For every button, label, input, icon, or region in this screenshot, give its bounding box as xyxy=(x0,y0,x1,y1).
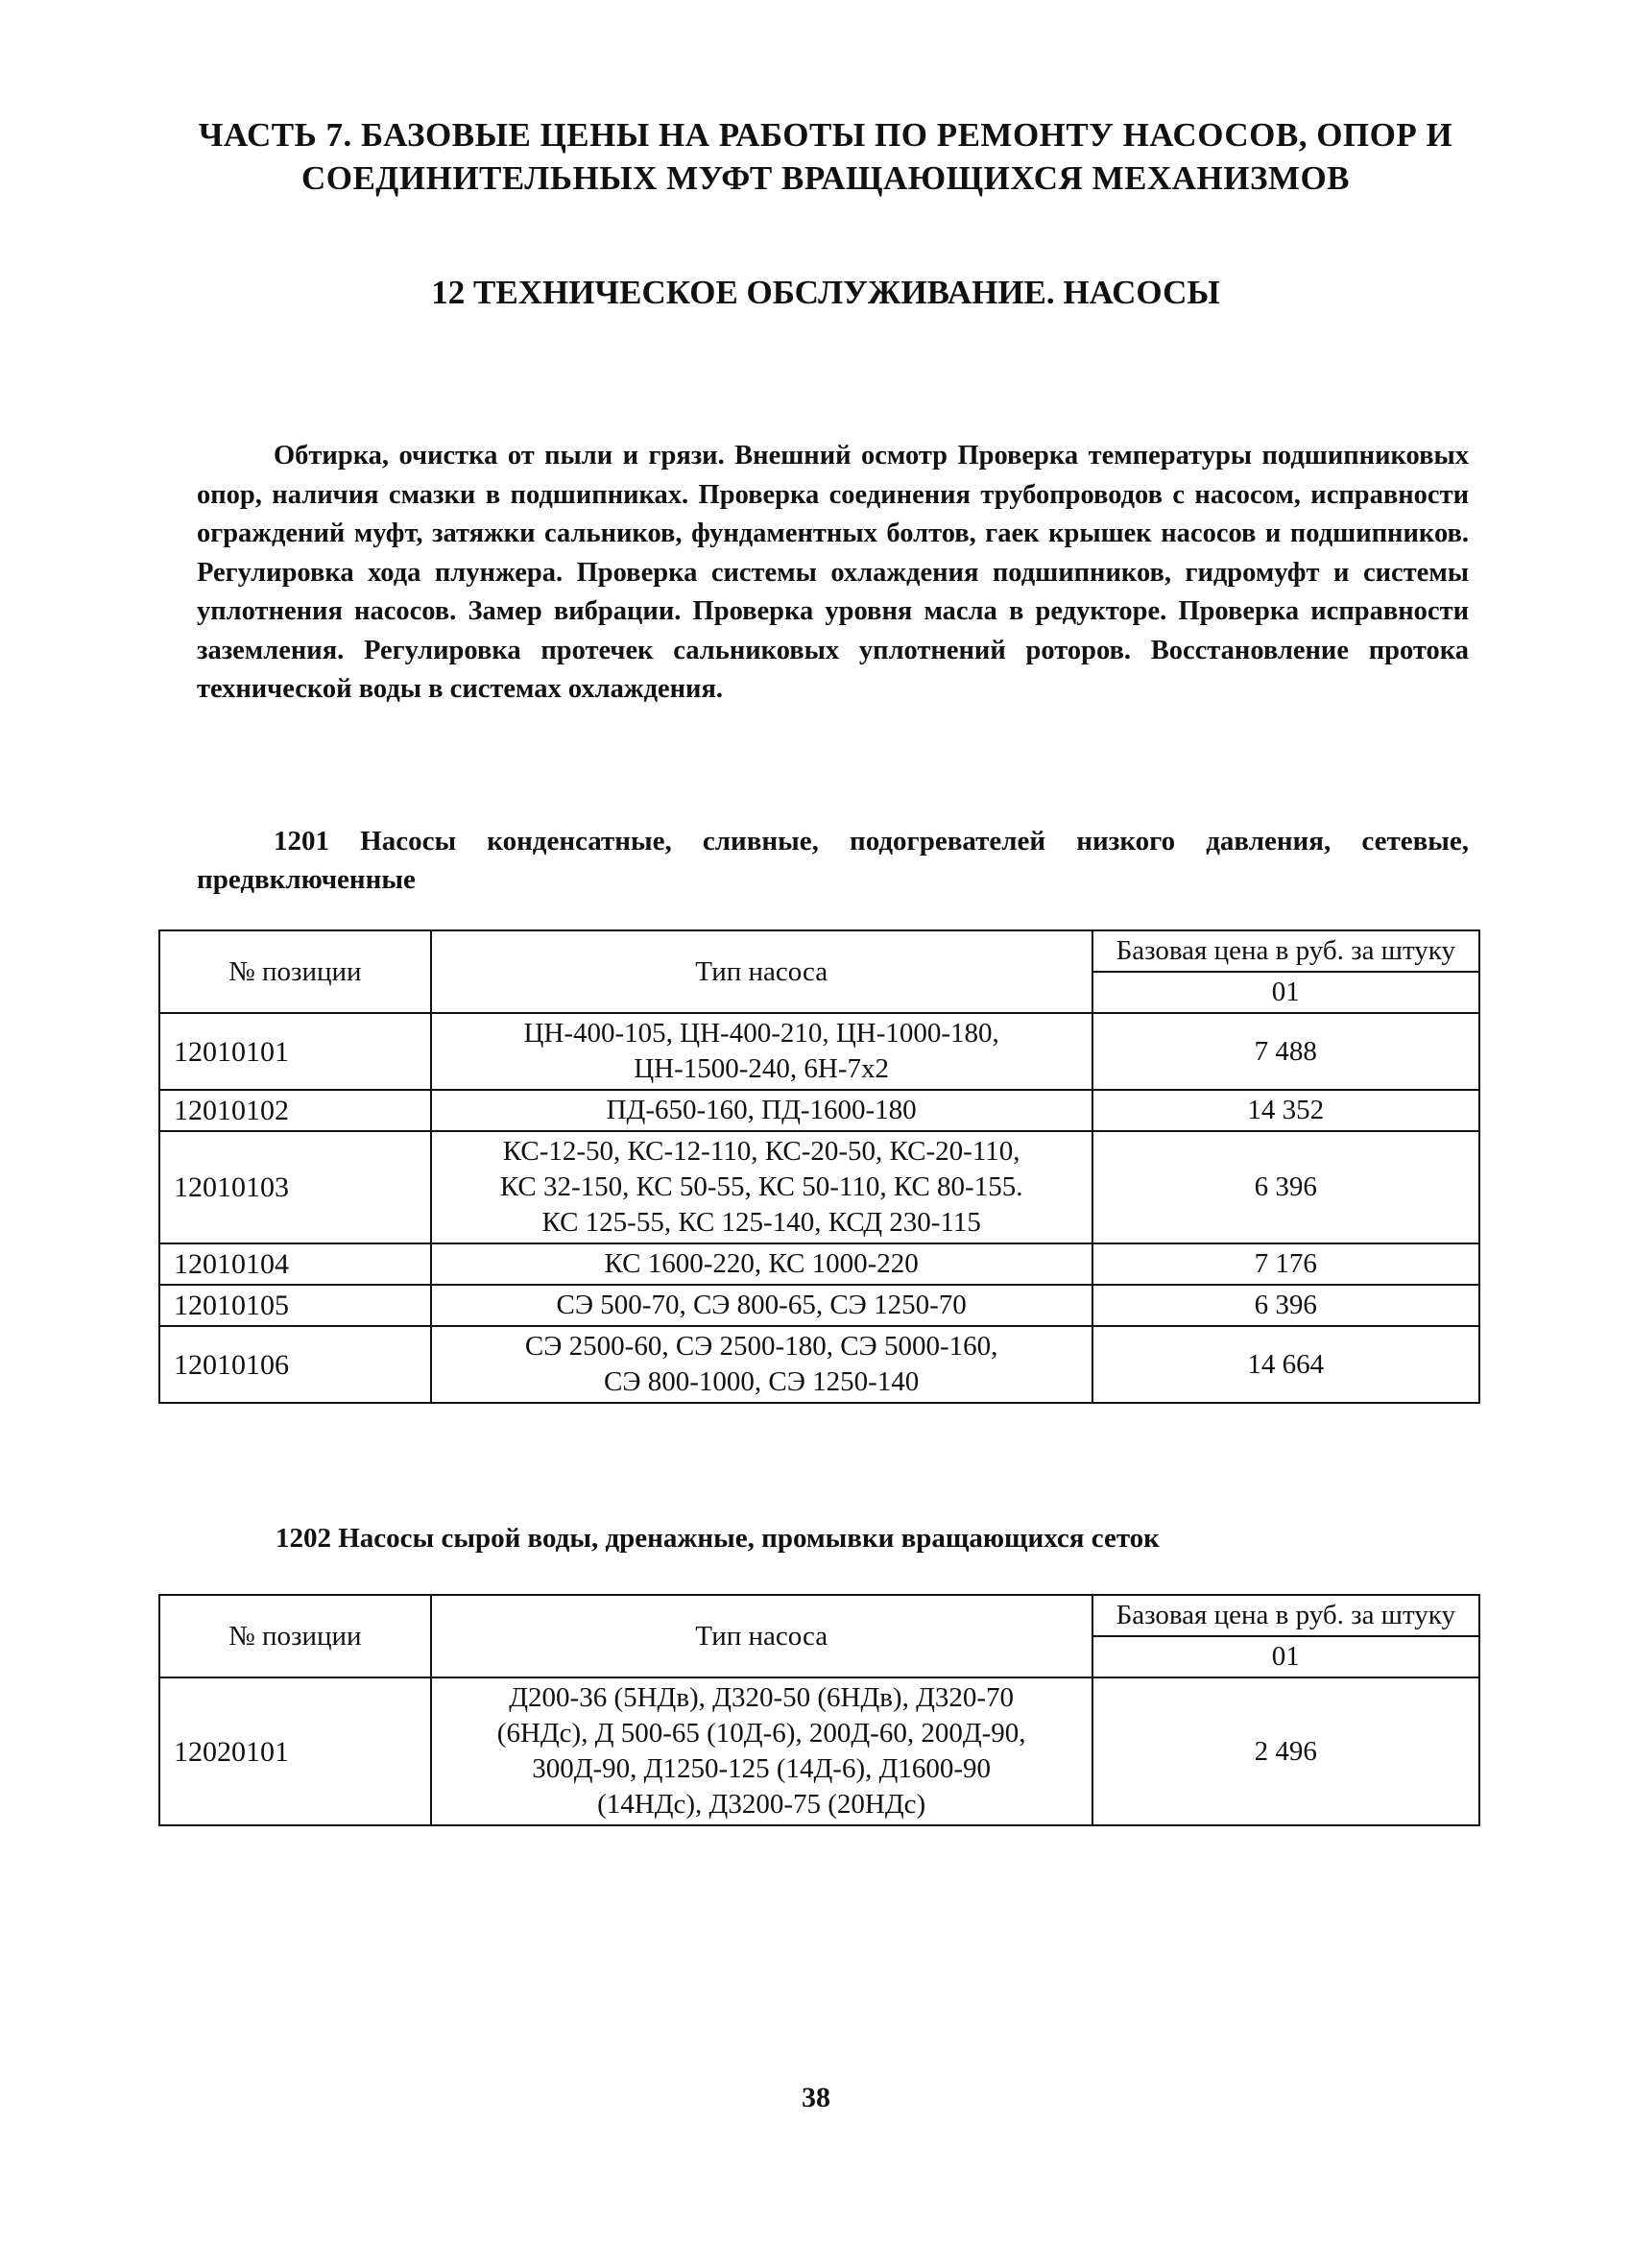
table-row xyxy=(159,1677,1479,1825)
type-line: Д200-36 (5НДв), Д320-50 (6НДв), Д320-70 xyxy=(509,1682,1015,1713)
table2 xyxy=(158,1594,1480,1826)
table1-row-4-code: 12010104 xyxy=(159,1243,431,1285)
part-title-line-2: СОЕДИНИТЕЛЬНЫХ МУФТ ВРАЩАЮЩИХСЯ МЕХАНИЗМОВ xyxy=(300,159,1351,197)
type-line: ПД-650-160, ПД-1600-180 xyxy=(606,1095,917,1125)
table1-header-price-col: 01 xyxy=(1092,972,1479,1013)
section-title: 12 ТЕХНИЧЕСКОЕ ОБСЛУЖИВАНИЕ. НАСОСЫ xyxy=(431,274,1220,311)
type-line: КС 125-55, КС 125-140, КСД 230-115 xyxy=(541,1207,981,1238)
table1-row-2-code: 12010102 xyxy=(159,1090,431,1131)
table1-row-1-code: 12010101 xyxy=(159,1013,431,1090)
table1-row-6-price: 14 664 xyxy=(1092,1326,1479,1403)
table1-row-5-code: 12010105 xyxy=(159,1285,431,1326)
table-row xyxy=(159,1285,1479,1326)
table-row xyxy=(159,1243,1479,1285)
part-title-line-1: ЧАСТЬ 7. БАЗОВЫЕ ЦЕНЫ НА РАБОТЫ ПО РЕМОНТУ НАСОСОВ, ОПОР И xyxy=(198,116,1453,154)
type-line: ЦН-400-105, ЦН-400-210, ЦН-1000-180, xyxy=(523,1018,999,1049)
table2-header-price-col: 01 xyxy=(1092,1636,1479,1677)
type-line: 300Д-90, Д1250-125 (14Д-6), Д1600-90 xyxy=(532,1753,992,1784)
table2-row-1-type xyxy=(431,1677,1092,1825)
table1-row-2-price: 14 352 xyxy=(1092,1090,1479,1131)
type-line: ЦН-1500-240, 6Н-7х2 xyxy=(634,1053,890,1084)
type-line: СЭ 800-1000, СЭ 1250-140 xyxy=(603,1366,920,1397)
part-title xyxy=(154,113,1498,200)
page-number: 38 xyxy=(802,2082,830,2113)
table1-row-4-type xyxy=(431,1243,1092,1285)
table2-row-1-code: 12020101 xyxy=(159,1677,431,1825)
table1-row-1-price: 7 488 xyxy=(1092,1013,1479,1090)
table2-header-position: № позиции xyxy=(159,1595,431,1677)
table-row xyxy=(159,1090,1479,1131)
type-line: КС-12-50, КС-12-110, КС-20-50, КС-20-110, xyxy=(502,1136,1020,1167)
type-line: КС 32-150, КС 50-55, КС 50-110, КС 80-155. xyxy=(499,1171,1023,1202)
table1-header-position: № позиции xyxy=(159,930,431,1013)
table1-row-4-price: 7 176 xyxy=(1092,1243,1479,1285)
table1-row-3-price: 6 396 xyxy=(1092,1131,1479,1243)
table1-row-2-type xyxy=(431,1090,1092,1131)
intro-paragraph: Обтирка, очистка от пыли и грязи. Внешний осмотр Проверка температуры подшипниковых опор, наличия смазки в подшипниках. Проверка соединения трубопроводов с насосом, исправности ограждений муфт, затяжки сальников, фундаментных болтов, гаек крышек насосов и подшипников. Регулировка хода плунжера. Проверка системы охлаждения подшипников, гидромуфт и системы уплотнения насосов. Замер вибрации. Проверка уровня масла в редукторе. Проверка исправности заземления. Регулировка протечек сальниковых уплотнений роторов. Восстановление протока технической воды в системах охлаждения. xyxy=(197,441,1469,704)
table1-row-6-type xyxy=(431,1326,1092,1403)
table-row xyxy=(159,1326,1479,1403)
table1-header-price: Базовая цена в руб. за штуку xyxy=(1092,930,1479,972)
table2-header-pump-type: Тип насоса xyxy=(431,1595,1092,1677)
table1-row-5-price: 6 396 xyxy=(1092,1285,1479,1326)
type-line: СЭ 2500-60, СЭ 2500-180, СЭ 5000-160, xyxy=(524,1331,998,1362)
table1-row-5-type xyxy=(431,1285,1092,1326)
table1-row-6-code: 12010106 xyxy=(159,1326,431,1403)
table-row xyxy=(159,1013,1479,1090)
table2-title: 1202 Насосы сырой воды, дренажные, промывки вращающихся сеток xyxy=(276,1523,1160,1554)
table2-row-1-price: 2 496 xyxy=(1092,1677,1479,1825)
table1-row-1-type xyxy=(431,1013,1092,1090)
type-line: КС 1600-220, КС 1000-220 xyxy=(604,1248,919,1279)
type-line: (6НДс), Д 500-65 (10Д-6), 200Д-60, 200Д-90, xyxy=(496,1718,1026,1749)
table-row xyxy=(159,1131,1479,1243)
table1 xyxy=(158,929,1480,1404)
table1-title: 1201 Насосы конденсатные, сливные, подогревателей низкого давления, сетевые, предвключенные xyxy=(197,826,1469,895)
table1-header-pump-type: Тип насоса xyxy=(431,930,1092,1013)
type-line: СЭ 500-70, СЭ 800-65, СЭ 1250-70 xyxy=(556,1290,967,1320)
table1-header-row xyxy=(159,930,1479,972)
table2-header-price: Базовая цена в руб. за штуку xyxy=(1092,1595,1479,1636)
table2-header-row xyxy=(159,1595,1479,1636)
table1-row-3-code: 12010103 xyxy=(159,1131,431,1243)
table1-row-3-type xyxy=(431,1131,1092,1243)
type-line: (14НДс), Д3200-75 (20НДс) xyxy=(597,1789,926,1820)
